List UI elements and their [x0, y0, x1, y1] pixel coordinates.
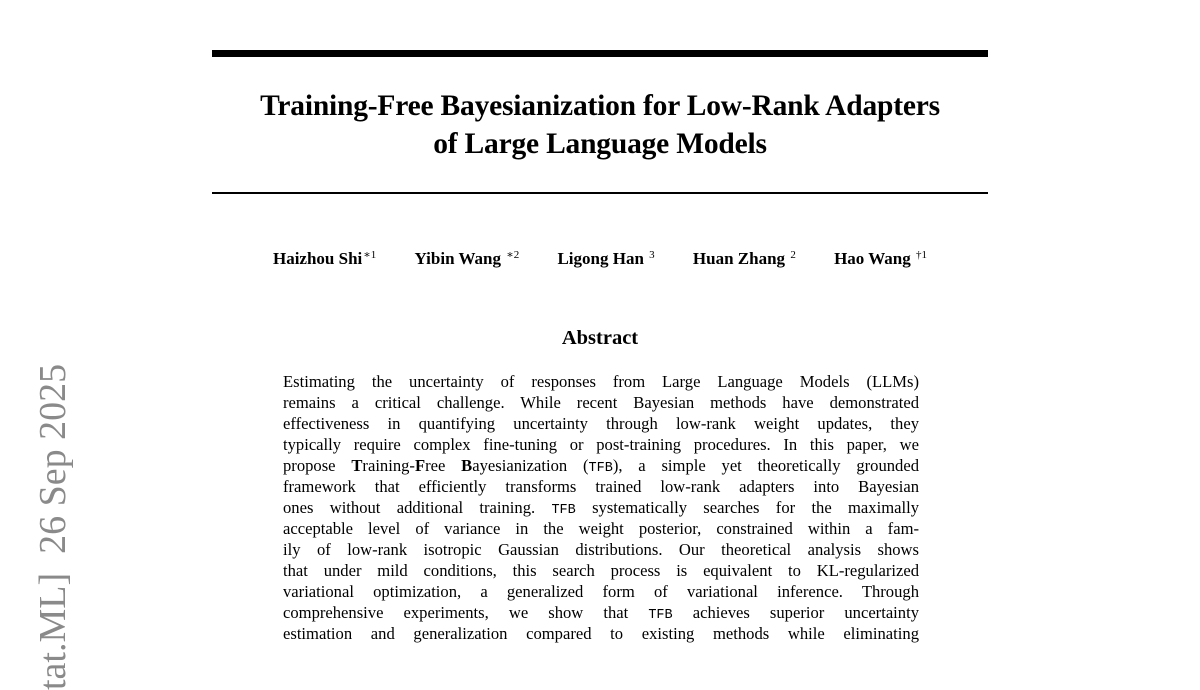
acronym-initial: T — [351, 456, 363, 475]
arxiv-stamp-text: tat.ML] 26 Sep 2025 — [32, 363, 74, 690]
paper-title — [200, 87, 1000, 163]
paper-title-line-2: of Large Language Models — [433, 128, 767, 160]
title-top-rule — [212, 50, 988, 57]
text-run: comprehensive experiments, we show that — [283, 603, 649, 622]
abstract-line: remains a critical challenge. While recent Bayesian methods have demonstrated — [283, 393, 919, 412]
author-affiliation-mark: †1 — [916, 249, 927, 261]
abstract-line — [283, 602, 919, 623]
author-list — [200, 248, 1000, 270]
author-affiliation-mark: 2 — [790, 249, 796, 261]
title-bottom-rule — [212, 192, 988, 194]
author — [557, 248, 654, 270]
abstract-line: acceptable level of variance in the weight posterior, constrained within a fam- — [283, 519, 919, 538]
acronym-initial: F — [414, 456, 426, 475]
method-name: TFB — [648, 608, 673, 623]
author-name: Haizhou Shi — [272, 249, 363, 268]
abstract-line: framework that efficiently transforms trained low-rank adapters into Bayesian — [283, 477, 919, 496]
method-name: TFB — [551, 503, 576, 518]
text-run: propose — [283, 456, 352, 475]
paper-title-line-1: Training-Free Bayesianization for Low-Rank Adapters — [260, 90, 940, 122]
abstract-line — [283, 497, 919, 518]
text-run: ree — [425, 456, 462, 475]
abstract-heading: Abstract — [561, 327, 639, 349]
text-run: ayesianization ( — [472, 456, 589, 475]
abstract-line: estimation and generalization compared to existing methods while eliminating — [283, 624, 919, 643]
abstract-line: Estimating the uncertainty of responses from Large Language Models (LLMs) — [283, 372, 919, 391]
text-run: ), a simple yet theoretically grounded — [612, 456, 920, 475]
abstract-line: that under mild conditions, this search process is equivalent to KL-regularized — [283, 561, 919, 580]
author-affiliation-mark: ∗2 — [506, 249, 520, 261]
text-run: systematically searches for the maximally — [575, 498, 919, 517]
author-name: Huan Zhang — [692, 249, 786, 268]
author-affiliation-mark: ∗1 — [363, 249, 377, 261]
text-run: achieves superior uncertainty — [672, 603, 919, 622]
arxiv-stamp — [32, 318, 74, 690]
abstract-line: variational optimization, a generalized form of variational inference. Through — [283, 582, 919, 601]
author — [693, 248, 796, 270]
author-name: Ligong Han — [557, 249, 644, 268]
abstract-line: ily of low-rank isotropic Gaussian distributions. Our theoretical analysis shows — [283, 540, 919, 559]
author-name: Yibin Wang — [414, 249, 501, 268]
abstract-line — [283, 455, 919, 476]
text-run: ones without additional training. — [283, 498, 552, 517]
author — [834, 248, 927, 270]
author-name: Hao Wang — [834, 249, 911, 268]
acronym-initial: B — [461, 456, 473, 475]
abstract-line: typically require complex fine-tuning or post-training procedures. In this paper, we — [283, 435, 919, 454]
abstract-line: effectiveness in quantifying uncertainty through low-rank weight updates, they — [283, 414, 919, 433]
author — [415, 248, 520, 270]
text-run: raining- — [362, 456, 415, 475]
method-name: TFB — [588, 461, 613, 476]
author — [273, 248, 376, 270]
abstract-body — [283, 371, 919, 644]
author-affiliation-mark: 3 — [649, 249, 655, 261]
